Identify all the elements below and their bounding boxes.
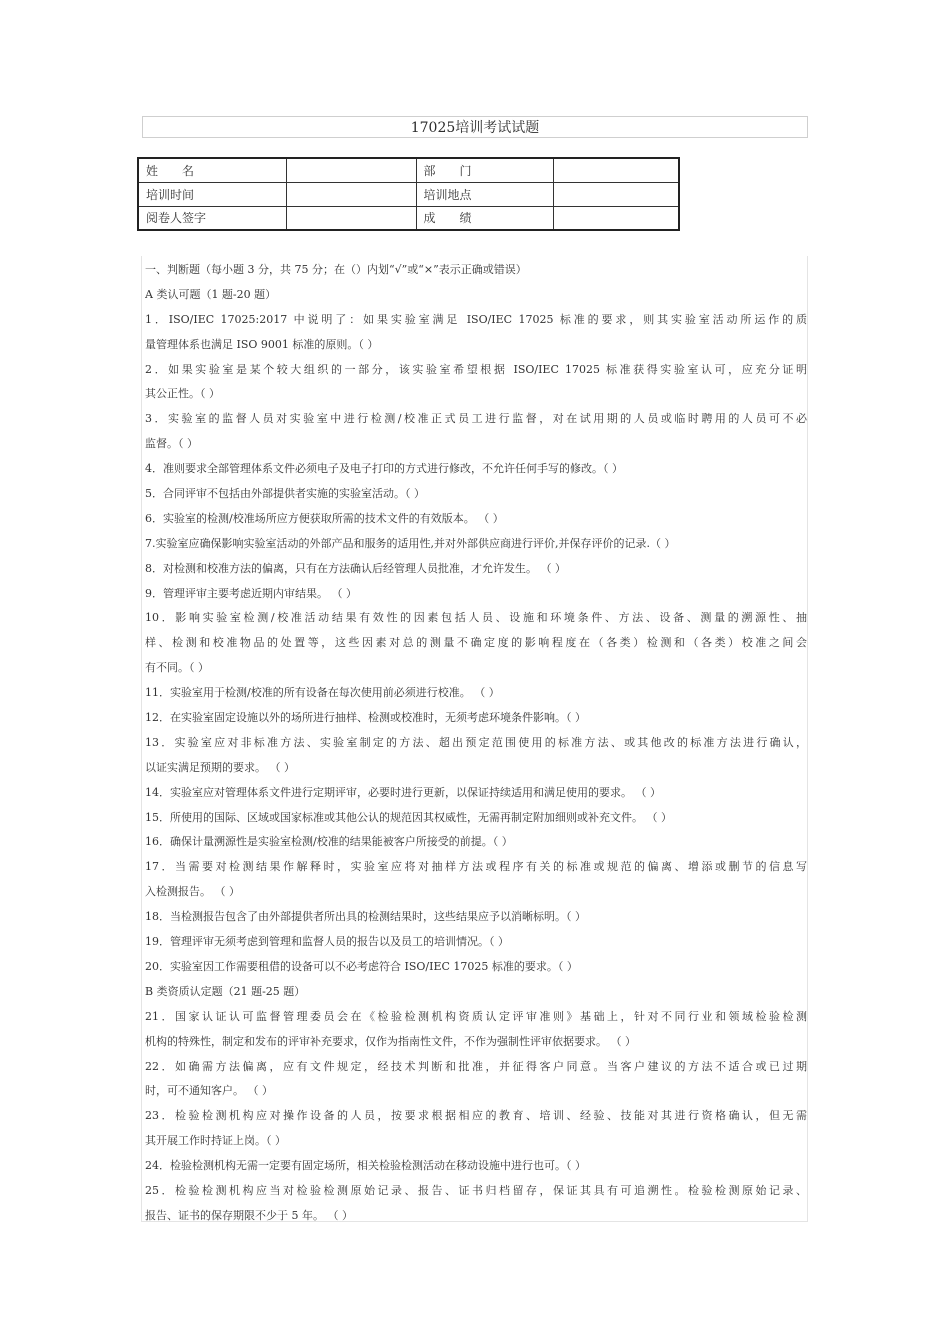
training-location-label: 培训地点 bbox=[416, 182, 553, 206]
question-line: 12．在实验室固定设施以外的场所进行抽样、检测或校准时，无须考虑环境条件影响。（ ） bbox=[145, 711, 586, 725]
question-line: 20．实验室因工作需要租借的设备可以不必考虑符合 ISO/IEC 17025 标准的要求。（ ） bbox=[145, 959, 578, 973]
question-line: 11．实验室用于检测/校准的所有设备在每次使用前必须进行校准。 （ ） bbox=[145, 686, 500, 700]
candidate-info-table bbox=[137, 157, 680, 231]
question-line: 23．检验检测机构应对操作设备的人员，按要求根据相应的教育、培训、经验、技能对其进行资格确认，但无需 bbox=[145, 1109, 807, 1123]
question-line: 13．实验室应对非标准方法、实验室制定的方法、超出预定范围使用的标准方法、或其他改的标准方法进行确认， bbox=[145, 735, 807, 749]
question-line: 样、检测和校准物品的处置等，这些因素对总的测量不确定度的影响程度在（各类）检测和（各类）校准之间会 bbox=[145, 636, 807, 650]
question-line: 5．合同评审不包括由外部提供者实施的实验室活动。（ ） bbox=[145, 487, 425, 501]
question-line: 6．实验室的检测/校准场所应方便获取所需的技术文件的有效版本。 （ ） bbox=[145, 511, 504, 525]
score-label: 成 绩 bbox=[416, 206, 553, 230]
question-line: A 类认可题（1 题-20 题） bbox=[145, 287, 277, 301]
question-line: 7.实验室应确保影响实验室活动的外部产品和服务的适用性,并对外部供应商进行评价,并保存评价的记录.（ ） bbox=[145, 536, 676, 550]
question-line: 4．准则要求全部管理体系文件必须电子及电子打印的方式进行修改，不允许任何手写的修改。（ ） bbox=[145, 462, 623, 476]
question-line: 9．管理评审主要考虑近期内审结果。 （ ） bbox=[145, 586, 357, 600]
question-line: B 类资质认定题（21 题-25 题） bbox=[145, 984, 306, 998]
department-label: 部 门 bbox=[416, 158, 553, 182]
question-line: 时，可不通知客户。 （ ） bbox=[145, 1084, 273, 1098]
question-line: 机构的特殊性，制定和发布的评审补充要求，仅作为指南性文件，不作为强制性评审依据要求。 （ ） bbox=[145, 1034, 636, 1048]
question-line: 15．所使用的国际、区域或国家标准或其他公认的规范因其权威性，无需再制定附加细则或补充文件。 （ ） bbox=[145, 810, 672, 824]
question-line: 25．检验检测机构应当对检验检测原始记录、报告、证书归档留存，保证其具有可追溯性。检验检测原始记录、 bbox=[145, 1183, 807, 1197]
question-line: 监督。（ ） bbox=[145, 437, 198, 451]
question-line: 以证实满足预期的要求。 （ ） bbox=[145, 760, 295, 774]
info-row-name bbox=[138, 158, 679, 182]
question-line: 其公正性。（ ） bbox=[145, 387, 220, 401]
grader-signature-field[interactable] bbox=[286, 206, 416, 230]
training-time-label: 培训时间 bbox=[138, 182, 286, 206]
question-line: 量管理体系也满足 ISO 9001 标准的原则。（ ） bbox=[145, 337, 379, 351]
question-line: 3．实验室的监督人员对实验室中进行检测/校准正式员工进行监督，对在试用期的人员或临时聘用的人员可不必 bbox=[145, 412, 807, 426]
question-line: 21．国家认证认可监督管理委员会在《检验检测机构资质认定评审准则》基础上，针对不同行业和领域检验检测 bbox=[145, 1009, 807, 1023]
question-line: 24．检验检测机构无需一定要有固定场所，相关检验检测活动在移动设施中进行也可。（ ） bbox=[145, 1159, 586, 1173]
question-line: 10．影响实验室检测/校准活动结果有效性的因素包括人员、设施和环境条件、方法、设备、测量的溯源性、抽 bbox=[145, 611, 807, 625]
question-line: 1．ISO/IEC 17025:2017 中说明了：如果实验室满足 ISO/IEC 17025 标准的要求，则其实验室活动所运作的质 bbox=[145, 312, 807, 326]
grader-signature-label: 阅卷人签字 bbox=[138, 206, 286, 230]
info-row-training bbox=[138, 182, 679, 206]
question-line: 8．对检测和校准方法的偏离，只有在方法确认后经管理人员批准，才允许发生。 （ ） bbox=[145, 561, 566, 575]
question-line: 16．确保计量溯源性是实验室检测/校准的结果能被客户所接受的前提。（ ） bbox=[145, 835, 513, 849]
question-line: 其开展工作时持证上岗。（ ） bbox=[145, 1134, 286, 1148]
question-line: 2．如果实验室是某个较大组织的一部分，该实验室希望根据 ISO/IEC 17025 标准获得实验室认可，应充分证明 bbox=[145, 362, 807, 376]
question-line: 有不同。（ ） bbox=[145, 661, 209, 675]
question-line: 18．当检测报告包含了由外部提供者所出具的检测结果时，这些结果应予以消晰标明。（ ） bbox=[145, 910, 586, 924]
training-time-field[interactable] bbox=[286, 182, 416, 206]
name-field[interactable] bbox=[286, 158, 416, 182]
department-field[interactable] bbox=[553, 158, 679, 182]
question-line: 17．当需要对检测结果作解释时，实验室应将对抽样方法或程序有关的标准或规范的偏离、增添或删节的信息写 bbox=[145, 860, 807, 874]
question-line: 22．如确需方法偏离，应有文件规定，经技术判断和批准，并征得客户同意。当客户建议的方法不适合或已过期 bbox=[145, 1059, 807, 1073]
exam-title: 17025培训考试试题 bbox=[142, 116, 808, 138]
question-line: 一、判断题（每小题 3 分，共 75 分；在（）内划“√”或“×”表示正确或错误） bbox=[145, 263, 527, 276]
score-field[interactable] bbox=[553, 206, 679, 230]
question-line: 14．实验室应对管理体系文件进行定期评审，必要时进行更新，以保证持续适用和满足使用的要求。 （ ） bbox=[145, 785, 661, 799]
question-line: 19．管理评审无须考虑到管理和监督人员的报告以及员工的培训情况。（ ） bbox=[145, 935, 509, 949]
info-row-grading bbox=[138, 206, 679, 230]
question-line: 入检测报告。 （ ） bbox=[145, 885, 240, 899]
name-label: 姓 名 bbox=[138, 158, 286, 182]
training-location-field[interactable] bbox=[553, 182, 679, 206]
question-list bbox=[141, 256, 808, 1222]
question-line: 报告、证书的保存期限不少于 5 年。 （ ） bbox=[145, 1208, 353, 1222]
